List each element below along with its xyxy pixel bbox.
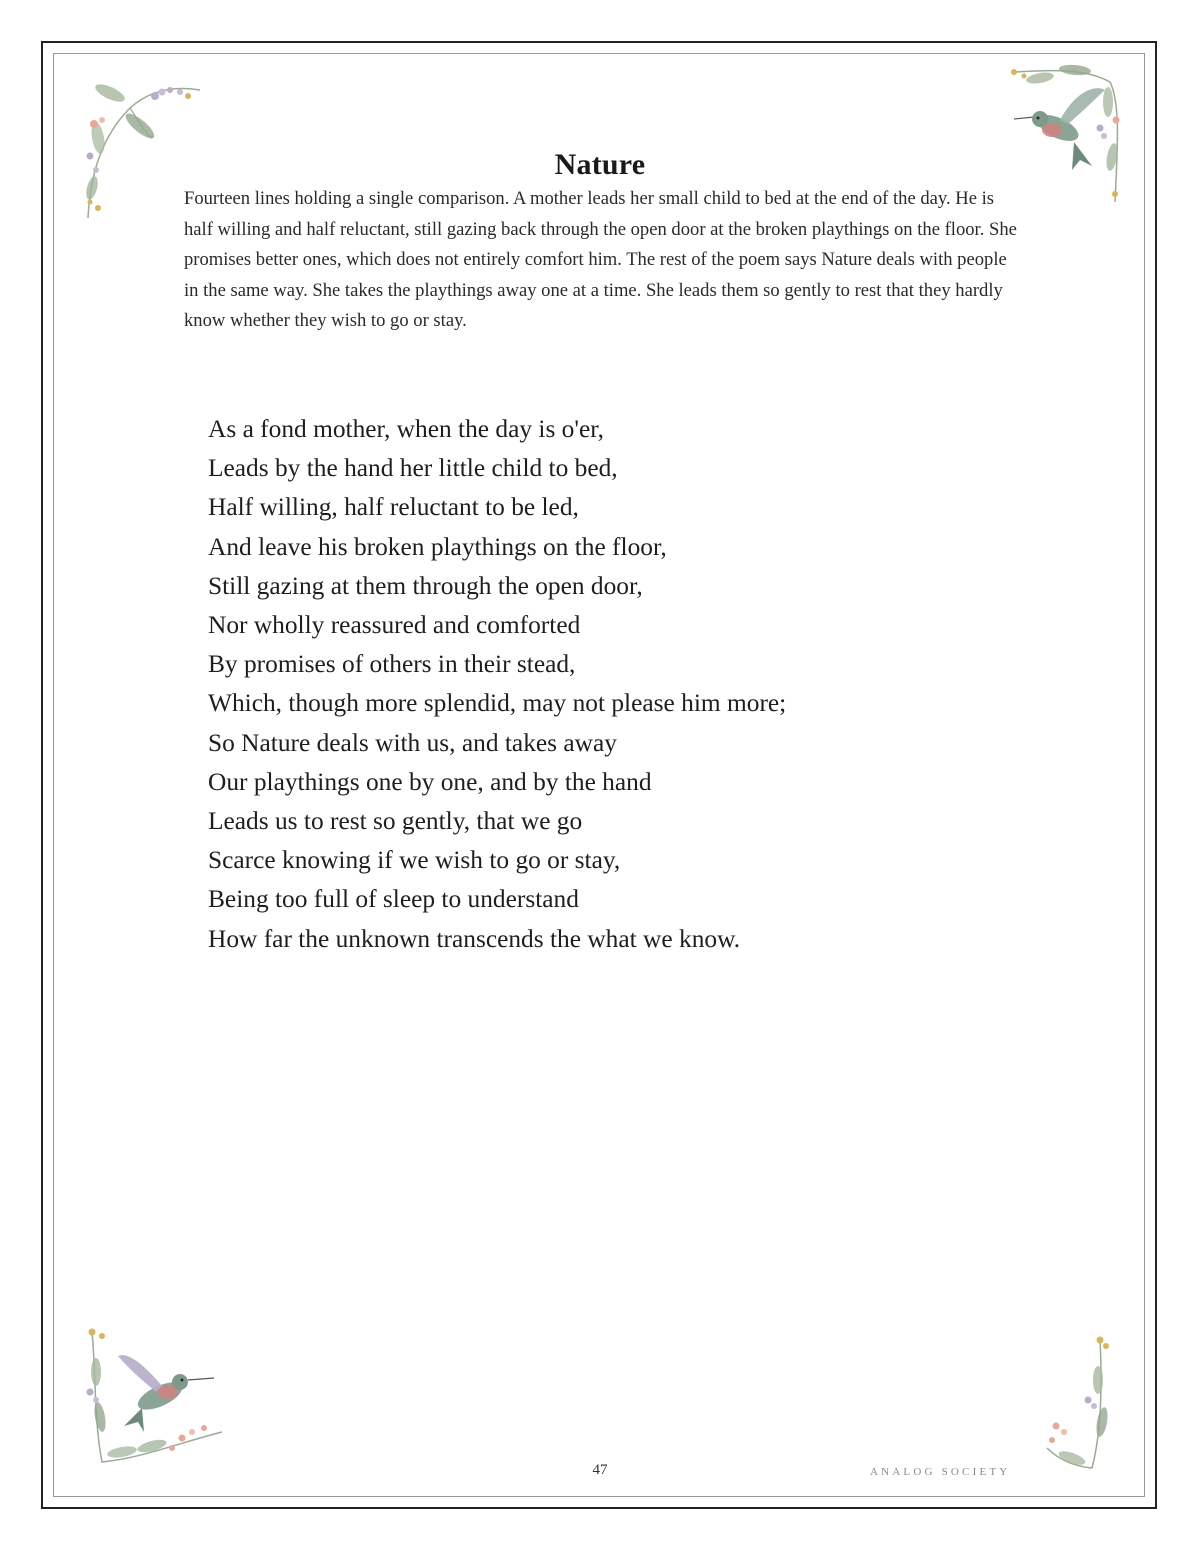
poem-line: Which, though more splendid, may not please him more;: [208, 689, 787, 718]
poem-line: By promises of others in their stead,: [208, 650, 576, 679]
poem-line: So Nature deals with us, and takes away: [208, 728, 617, 757]
poem-line: Our playthings one by one, and by the hand: [208, 767, 652, 796]
poem-line: Being too full of sleep to understand: [208, 885, 579, 914]
page-title: Nature: [554, 148, 646, 182]
poem-line: And leave his broken playthings on the floor,: [208, 532, 667, 561]
hummingbird-corner-bottom-left-icon: [82, 1322, 232, 1472]
poem-line: Leads by the hand her little child to bed,: [208, 454, 618, 483]
poem-line: How far the unknown transcends the what we know.: [208, 924, 741, 953]
poem-line: Half willing, half reluctant to be led,: [208, 493, 579, 522]
page-number: 47: [592, 1462, 608, 1478]
brand-wordmark: ANALOG SOCIETY: [870, 1466, 1011, 1478]
poem-line: As a fond mother, when the day is o'er,: [208, 415, 604, 443]
poem-text: [208, 410, 1108, 959]
poem-line: Scarce knowing if we wish to go or stay,: [208, 846, 621, 875]
poem-line: Leads us to rest so gently, that we go: [208, 807, 583, 836]
poem-line: Still gazing at them through the open door,: [208, 571, 643, 600]
poem-summary: Fourteen lines holding a single comparison. A mother leads her small child to bed at the end of the day. He is half willing and half reluctant, still gazing back through the open door at the broken playthings on the floor. She promises better ones, which does not entirely comfort him. The rest of the poem says Nature deals with people in the same way. She takes the playthings away one at a time. She leads them so gently to rest that they hardly know whether they wish to go or stay.: [184, 188, 1017, 332]
poem-line: Nor wholly reassured and comforted: [208, 611, 581, 640]
floral-corner-bottom-right-icon: [1042, 1330, 1192, 1480]
